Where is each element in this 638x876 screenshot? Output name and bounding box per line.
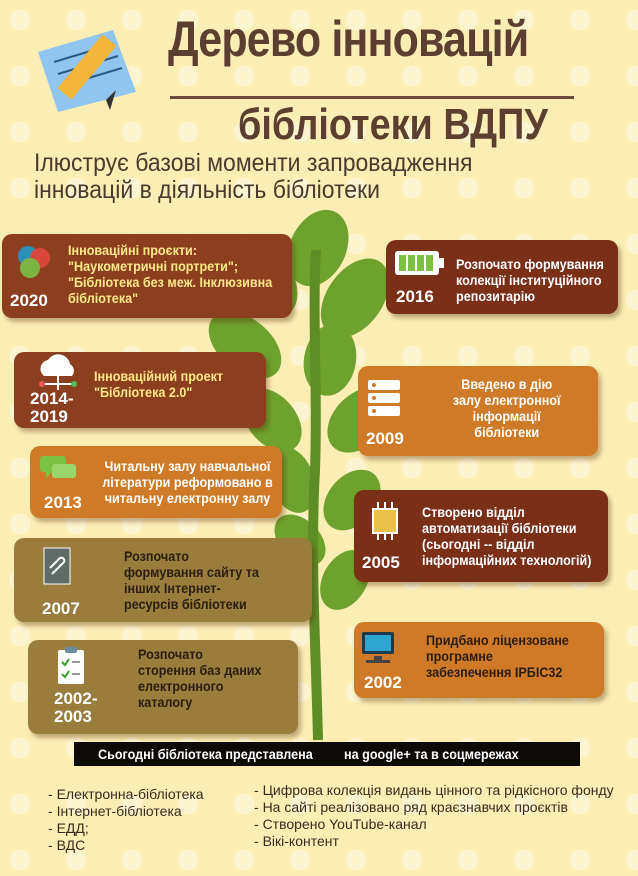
checklist-icon: [56, 646, 86, 686]
summary-bar-left: Сьогодні бібліотека представлена: [98, 746, 313, 762]
page-title: Дерево інновацій: [168, 11, 529, 67]
card-text: Інноваційні проєкти: "Наукометричні портрети"; "Бібліотека без меж. Інклюзивна бібліотека": [68, 242, 273, 306]
card-2005: [354, 490, 608, 582]
subtitle: Ілюструє базові моменти запровадження інновацій в діяльність бібліотеки: [34, 149, 473, 204]
card-text: Розпочато формування колекції інституційного репозитарію: [456, 256, 604, 304]
chat-bubbles-icon: [38, 454, 78, 484]
cloud-network-icon: [32, 354, 84, 394]
monitor-icon: [360, 630, 398, 666]
list-item: - Цифрова колекція видань цінного та рідкісного фонду: [254, 782, 614, 799]
title-divider: [170, 96, 574, 99]
card-text: Розпочато формування сайту та інших Інтернет-ресурсів бібліотеки: [124, 548, 259, 612]
year-label: 2009: [366, 429, 404, 448]
list-item: - Інтернет-бібліотека: [48, 803, 204, 820]
list-right: [254, 782, 614, 850]
year-label: 2013: [44, 493, 82, 512]
summary-bar-right: на google+ та в соцмережах: [344, 746, 519, 762]
year-label: 2014-2019: [30, 389, 74, 426]
battery-icon: [394, 250, 446, 276]
card-2009: [358, 366, 598, 456]
card-text: Інноваційний проект "Бібліотека 2.0": [94, 368, 224, 400]
year-label: 2002: [364, 673, 402, 692]
card-2014-2019: [14, 352, 266, 428]
microchip-icon: [366, 502, 404, 540]
list-left: [48, 786, 204, 854]
list-item: - Електронна-бібліотека: [48, 786, 204, 803]
card-2013: [30, 446, 282, 518]
card-2002: [354, 622, 604, 698]
list-item: - Вікі-контент: [254, 833, 614, 850]
page-subtitle-heading: бібліотеки ВДПУ: [238, 100, 548, 149]
card-text: Читальну залу навчальної літератури реформовано в читальну електронну залу: [102, 458, 273, 506]
card-2002-2003: [28, 640, 298, 734]
year-label: 2016: [396, 287, 434, 306]
list-item: - Створено YouTube-канал: [254, 816, 614, 833]
list-item: - ВДС: [48, 837, 204, 854]
summary-bar: [74, 742, 580, 766]
card-text: Введено в дію залу електронної інформації бібліотеки: [452, 376, 561, 440]
card-text: Придбано ліцензоване програмне забезпечення ІРБІС32: [426, 632, 569, 680]
document-clip-icon: [42, 546, 72, 586]
card-2016: [386, 240, 618, 314]
year-label: 2020: [10, 291, 48, 310]
card-2007: [14, 538, 312, 622]
color-circles-icon: [14, 244, 54, 280]
card-text: Розпочато сторення баз даних електронного каталогу: [138, 646, 262, 710]
card-text: Створено відділ автоматизації бібліотеки (сьогодні -- відділ інформаційних технологій): [422, 504, 592, 568]
year-label: 2007: [42, 599, 80, 618]
card-2020: [2, 234, 292, 318]
list-item: - На сайті реалізовано ряд краєзнавчих проєктів: [254, 799, 614, 816]
year-label: 2005: [362, 553, 400, 572]
server-icon: [366, 378, 402, 418]
pencil-paper-icon: [18, 12, 148, 122]
year-label: 2002-2003: [54, 689, 98, 726]
list-item: - ЕДД;: [48, 820, 204, 837]
